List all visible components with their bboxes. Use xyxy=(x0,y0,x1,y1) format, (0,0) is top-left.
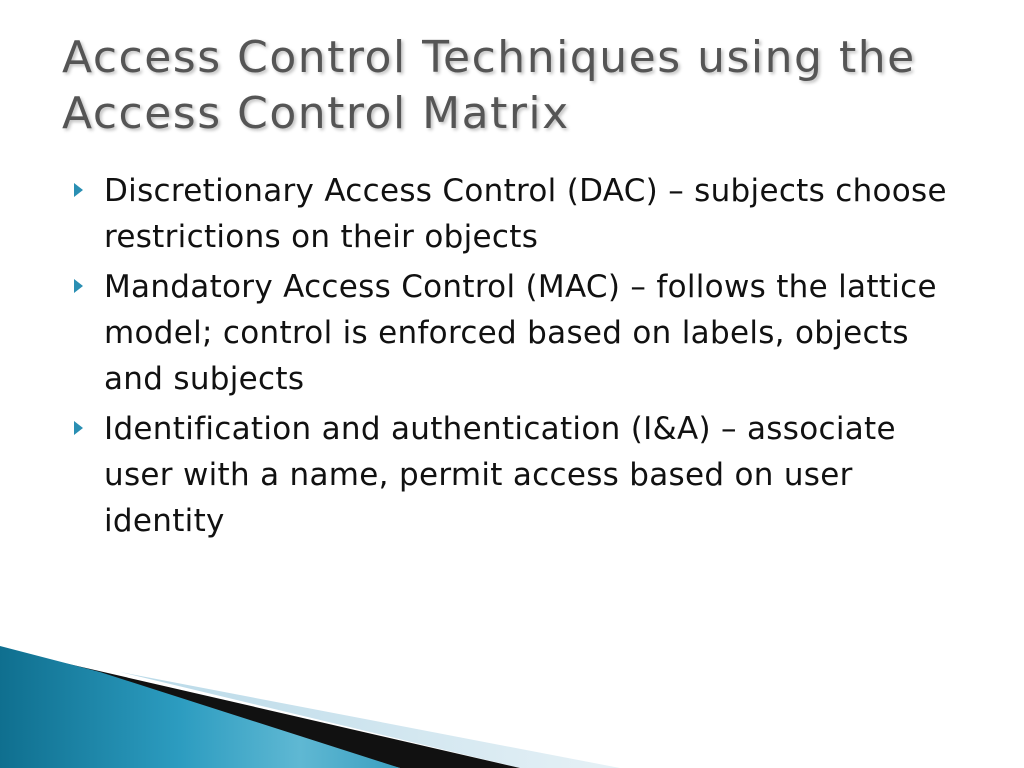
bullet-item xyxy=(74,406,974,544)
bullet-list xyxy=(74,168,974,548)
triangle-right-icon xyxy=(74,183,83,197)
triangle-right-icon xyxy=(74,279,83,293)
triangle-right-icon xyxy=(74,421,83,435)
footer-teal-block xyxy=(0,646,400,768)
bullet-item xyxy=(74,264,974,402)
slide-title: Access Control Techniques using the Access Control Matrix xyxy=(62,32,916,139)
bullet-text: Discretionary Access Control (DAC) – subjects choose restrictions on their objects xyxy=(104,173,947,255)
bullet-text: Identification and authentication (I&A) – associate user with a name, permit access based on user identity xyxy=(104,411,896,539)
decorative-footer-swoosh xyxy=(0,560,1024,768)
bullet-text: Mandatory Access Control (MAC) – follows the lattice model; control is enforced based on labels, objects and subjects xyxy=(104,269,937,397)
bullet-item xyxy=(74,168,974,260)
